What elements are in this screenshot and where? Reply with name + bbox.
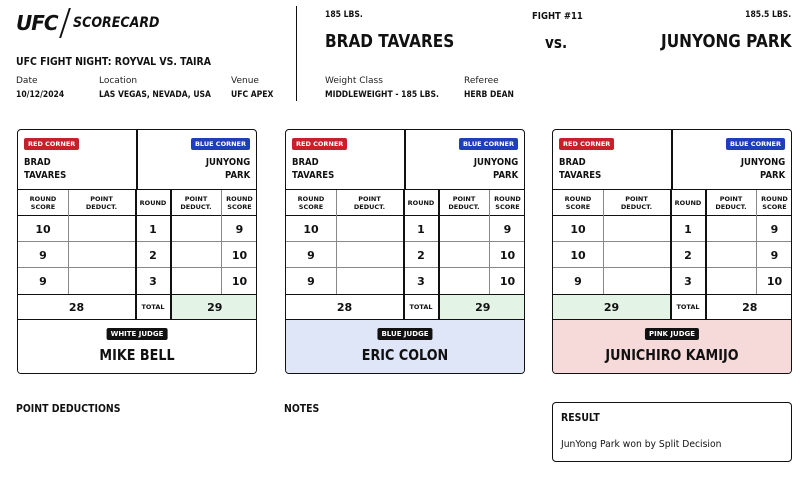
header-line: SCORE <box>565 203 591 211</box>
blue-point-deduct-header <box>706 190 756 216</box>
blue-round-score-header <box>489 190 525 216</box>
result-text: JunYong Park won by Split Decision <box>561 439 722 450</box>
corner-header <box>18 130 256 190</box>
red-first-name: BRAD <box>559 157 586 168</box>
red-corner-badge: RED CORNER <box>559 138 614 150</box>
column-divider <box>68 190 69 294</box>
blue-total: 29 <box>440 295 526 319</box>
header-line: POINT <box>90 195 113 203</box>
header-line: POINT <box>184 195 208 203</box>
blue-round-score: 10 <box>766 274 783 288</box>
header-line: POINT <box>625 195 648 203</box>
page-title: SCORECARD <box>72 15 160 31</box>
corner-header <box>286 130 524 190</box>
blue-total: 28 <box>742 300 758 314</box>
brand-mark: UFC <box>16 11 58 35</box>
header-line: SCORE <box>495 203 520 211</box>
total-label: TOTAL <box>409 303 433 311</box>
red-fighter-name: BRAD TAVARES <box>325 31 455 52</box>
red-round-score: 9 <box>574 274 582 288</box>
header-line: ROUND <box>226 195 253 203</box>
blue-last-name: PARK <box>492 170 518 181</box>
blue-point-deduct-header <box>439 190 489 216</box>
blue-corner-fighter <box>474 156 518 182</box>
round-header <box>135 190 171 216</box>
judge-box <box>286 320 524 374</box>
blue-first-name: JUNYONG <box>473 157 518 168</box>
column-divider <box>756 190 757 294</box>
red-total: 28 <box>336 300 353 314</box>
header-line: POINT <box>719 195 743 203</box>
blue-point-deduct-header <box>171 190 221 216</box>
blue-corner-fighter <box>741 156 785 182</box>
header-line: DEDUCT. <box>715 203 747 211</box>
round-header <box>670 190 706 216</box>
total-row <box>553 294 791 320</box>
fight-number: FIGHT #11 <box>532 11 583 22</box>
corner-header <box>553 130 791 190</box>
header-line: ROUND <box>761 195 788 203</box>
red-round-score-header <box>553 190 603 216</box>
round-number: 2 <box>684 248 692 262</box>
result-box <box>552 402 792 462</box>
scorecard-3 <box>552 129 792 374</box>
blue-round-score: 10 <box>231 248 248 262</box>
red-round-score: 9 <box>307 248 315 262</box>
blue-last-name: PARK <box>759 170 785 181</box>
header-line: DEDUCT. <box>448 203 480 211</box>
header-line: SCORE <box>298 203 324 211</box>
red-round-score: 9 <box>307 274 315 288</box>
header-line: SCORE <box>762 203 787 211</box>
judge-label-badge: WHITE JUDGE <box>107 328 168 340</box>
total-label: TOTAL <box>141 303 165 311</box>
blue-corner-badge: BLUE CORNER <box>191 138 250 150</box>
round-number: 2 <box>417 248 425 262</box>
header-line: SCORE <box>30 203 56 211</box>
judge-label-badge: BLUE JUDGE <box>377 328 432 340</box>
ufc-logo <box>16 8 169 38</box>
red-point-deduct-header <box>603 190 670 216</box>
column-divider <box>221 190 222 294</box>
red-round-score: 10 <box>303 222 319 236</box>
location-value: LAS VEGAS, NEVADA, USA <box>99 90 211 100</box>
event-name: UFC FIGHT NIGHT: ROYVAL VS. TAIRA <box>16 55 211 68</box>
red-point-deduct-header <box>68 190 135 216</box>
judge-name: JUNICHIRO KAMIJO <box>605 346 739 364</box>
blue-round-score-header <box>221 190 257 216</box>
round-number: 3 <box>684 274 692 288</box>
header-line: DEDUCT. <box>620 203 653 211</box>
judge-label-badge: PINK JUDGE <box>645 328 699 340</box>
header-line: SCORE <box>227 203 252 211</box>
blue-corner-fighter <box>206 156 250 182</box>
red-corner-fighter <box>559 156 601 182</box>
weight-class-value: MIDDLEWEIGHT - 185 LBS. <box>325 90 439 100</box>
header-line: ROUND <box>29 195 57 203</box>
blue-round-score-header <box>756 190 792 216</box>
blue-round-score: 9 <box>235 222 244 236</box>
red-corner-badge: RED CORNER <box>24 138 79 150</box>
venue-label: Venue <box>231 76 259 86</box>
red-corner-fighter <box>24 156 66 182</box>
red-round-score: 10 <box>570 248 586 262</box>
header-line: POINT <box>452 195 476 203</box>
red-round-score-header <box>18 190 68 216</box>
judge-name: ERIC COLON <box>361 346 449 364</box>
round-number: 3 <box>417 274 425 288</box>
header-line: POINT <box>358 195 381 203</box>
total-label: TOTAL <box>676 303 700 311</box>
blue-total: 29 <box>172 295 258 319</box>
notes-title: NOTES <box>284 402 320 415</box>
column-divider <box>603 190 604 294</box>
red-round-score: 9 <box>39 248 47 262</box>
blue-corner-badge: BLUE CORNER <box>459 138 518 150</box>
blue-round-score: 10 <box>499 248 516 262</box>
header-line: ROUND <box>564 195 592 203</box>
red-last-name: TAVARES <box>292 170 335 181</box>
blue-last-name: PARK <box>224 170 250 181</box>
scorecard-2 <box>285 129 525 374</box>
versus-label: vs. <box>545 33 568 52</box>
point-deductions-title: POINT DEDUCTIONS <box>16 402 121 415</box>
weight-class-label: Weight Class <box>325 76 383 86</box>
round-number: 3 <box>149 274 157 288</box>
red-round-score: 10 <box>570 222 586 236</box>
total-row <box>18 294 256 320</box>
red-total: 28 <box>68 300 85 314</box>
header-line: ROUND <box>297 195 325 203</box>
referee-value: HERB DEAN <box>464 90 514 100</box>
header-line: DEDUCT. <box>353 203 386 211</box>
red-corner-badge: RED CORNER <box>292 138 347 150</box>
red-first-name: BRAD <box>24 157 51 168</box>
blue-round-score: 9 <box>770 248 779 262</box>
blue-weight: 185.5 LBS. <box>745 10 791 20</box>
blue-first-name: JUNYONG <box>205 157 250 168</box>
red-point-deduct-header <box>336 190 403 216</box>
corner-divider <box>404 130 406 190</box>
column-divider <box>336 190 337 294</box>
red-corner-fighter <box>292 156 334 182</box>
red-last-name: TAVARES <box>559 170 602 181</box>
header-divider <box>296 6 297 101</box>
header-line: DEDUCT. <box>85 203 118 211</box>
header-line: ROUND <box>494 195 521 203</box>
column-divider <box>489 190 490 294</box>
blue-corner-badge: BLUE CORNER <box>726 138 785 150</box>
header-line: ROUND <box>407 199 435 207</box>
scorecard-1 <box>17 129 257 374</box>
corner-divider <box>136 130 138 190</box>
blue-round-score: 10 <box>499 274 516 288</box>
red-weight: 185 LBS. <box>325 10 363 20</box>
blue-first-name: JUNYONG <box>740 157 785 168</box>
referee-label: Referee <box>464 76 499 86</box>
round-number: 1 <box>417 222 425 236</box>
judge-name: MIKE BELL <box>99 346 175 364</box>
header-line: ROUND <box>139 199 167 207</box>
red-total: 29 <box>553 295 670 319</box>
blue-round-score: 9 <box>503 222 512 236</box>
blue-fighter-name: JUNYONG PARK <box>660 31 791 52</box>
round-number: 2 <box>149 248 157 262</box>
red-last-name: TAVARES <box>24 170 67 181</box>
header-line: ROUND <box>674 199 702 207</box>
round-header <box>403 190 439 216</box>
logo-divider <box>59 8 71 38</box>
red-first-name: BRAD <box>292 157 319 168</box>
judge-box <box>553 320 791 374</box>
red-round-score-header <box>286 190 336 216</box>
date-label: Date <box>16 76 38 86</box>
blue-round-score: 9 <box>770 222 779 236</box>
venue-value: UFC APEX <box>231 90 274 100</box>
judge-box <box>18 320 256 374</box>
blue-round-score: 10 <box>231 274 248 288</box>
round-number: 1 <box>149 222 157 236</box>
round-number: 1 <box>684 222 692 236</box>
date-value: 10/12/2024 <box>16 90 65 100</box>
location-label: Location <box>99 76 138 86</box>
result-title: RESULT <box>561 411 600 424</box>
header-line: DEDUCT. <box>180 203 212 211</box>
total-row <box>286 294 524 320</box>
red-round-score: 9 <box>39 274 47 288</box>
red-round-score: 10 <box>35 222 51 236</box>
corner-divider <box>671 130 673 190</box>
